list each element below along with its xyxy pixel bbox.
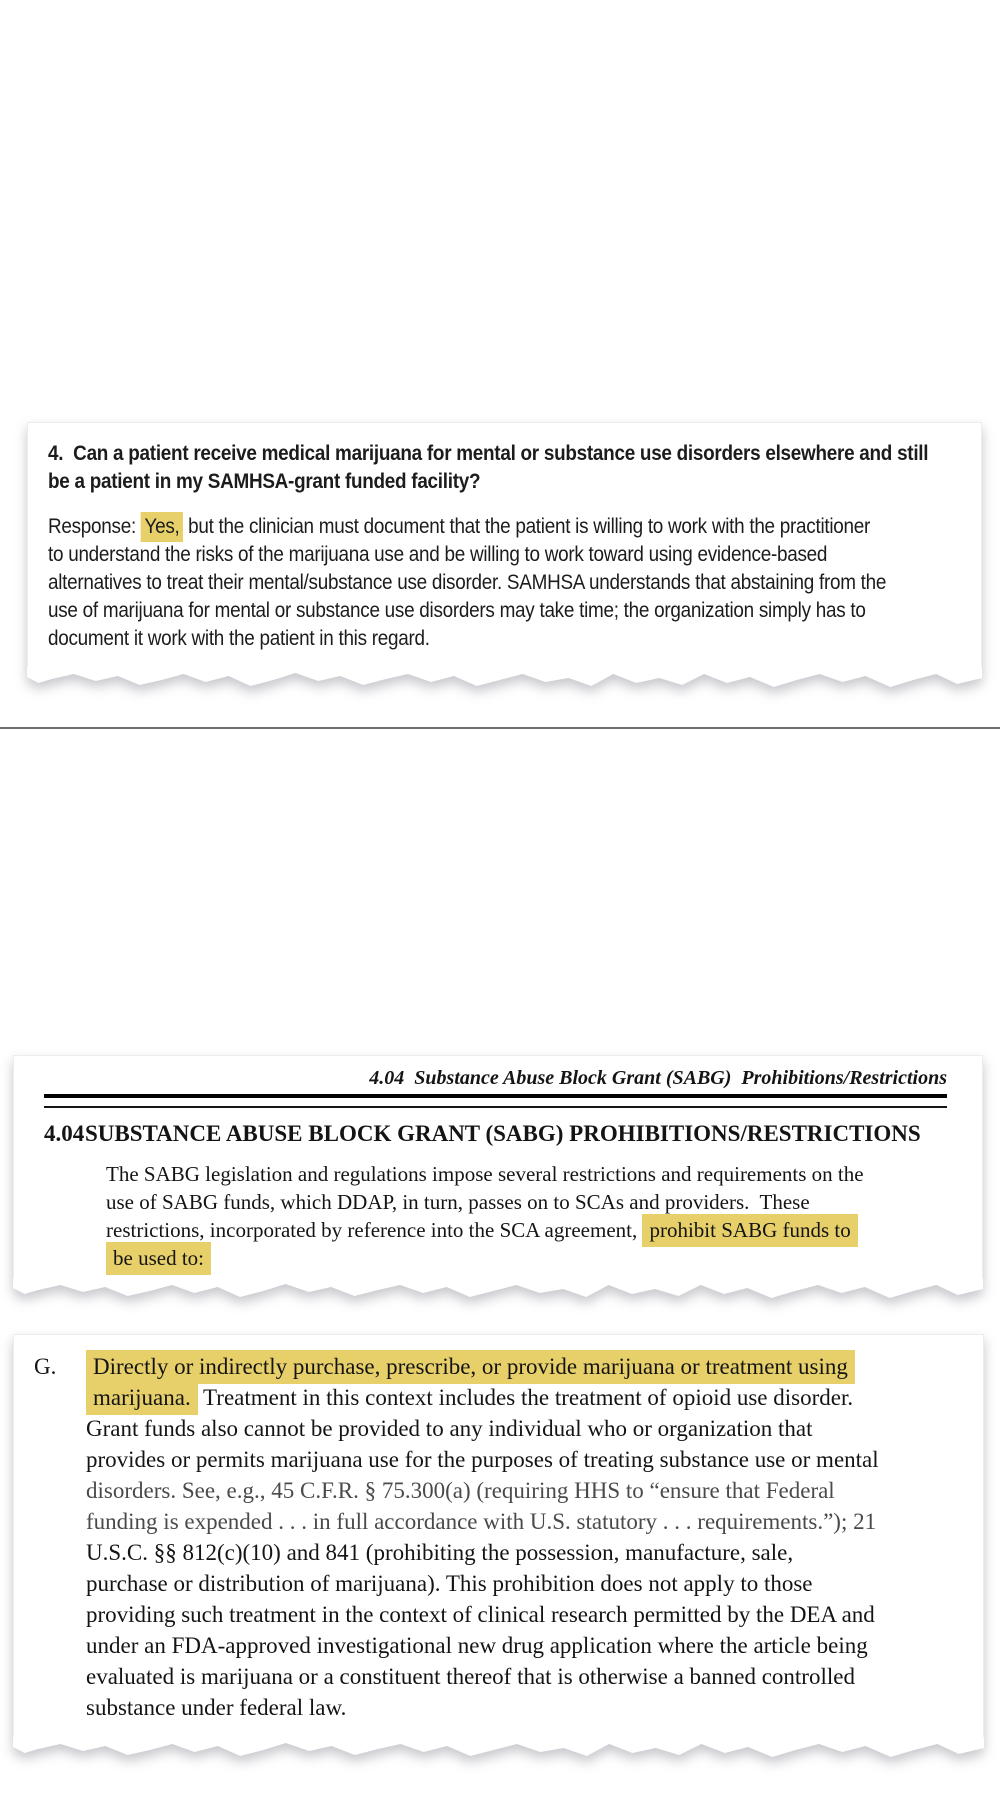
section-heading	[44, 1120, 947, 1147]
sabg-line: use of SABG funds, which DDAP, in turn, passes on to SCAs and providers. These	[106, 1190, 810, 1214]
response-line: to understand the risks of the marijuana use and be willing to work toward using evidence-based	[48, 543, 828, 566]
response-line: use of marijuana for mental or substance use disorders may take time; the organization simply has to	[48, 599, 866, 622]
sabg-line: The SABG legislation and regulations impose several restrictions and requirements on the	[106, 1162, 864, 1186]
highlight-yes: Yes,	[141, 512, 183, 542]
sabg-paragraph	[106, 1160, 947, 1272]
item-line: providing such treatment in the context of clinical research permitted by the DEA and	[86, 1602, 875, 1627]
response-prefix: Response:	[48, 515, 141, 538]
item-line: purchase or distribution of marijuana). This prohibition does not apply to those	[86, 1571, 813, 1596]
faq-clipping-card	[27, 422, 982, 693]
item-text-block	[86, 1351, 879, 1723]
section-number: 4.04	[44, 1121, 85, 1146]
item-text: Treatment in this context includes the treatment of opioid use disorder.	[197, 1385, 854, 1410]
response-line	[48, 513, 871, 541]
item-row	[34, 1351, 955, 1723]
torn-edge	[13, 1737, 984, 1763]
faq-question-line: 4. Can a patient receive medical marijuana for mental or substance use disorders elsewhere and still	[48, 442, 929, 465]
manual-card-body	[13, 1055, 983, 1278]
section-rule	[44, 1094, 947, 1108]
faq-question-line: be a patient in my SAMHSA-grant funded facility?	[48, 470, 481, 493]
item-line: provides or permits marijuana use for the purposes of treating substance use or mental	[86, 1447, 879, 1472]
item-line	[86, 1351, 879, 1382]
item-line	[86, 1382, 879, 1413]
sabg-text: restrictions, incorporated by reference into the SCA agreement,	[106, 1218, 643, 1242]
sabg-line	[106, 1216, 947, 1244]
item-line: substance under federal law.	[86, 1695, 347, 1720]
highlight-marijuana: marijuana.	[86, 1381, 198, 1415]
response-text: but the clinician must document that the patient is willing to work with the practitioner	[183, 515, 871, 538]
faq-card-body	[27, 422, 982, 667]
torn-edge	[13, 1278, 983, 1304]
running-header: 4.04 Substance Abuse Block Grant (SABG) Prohibitions/Restrictions	[369, 1067, 947, 1089]
highlight-prohibit: prohibit SABG funds to	[642, 1214, 857, 1247]
torn-edge	[27, 667, 982, 693]
response-line: document it work with the patient in this regard.	[48, 627, 430, 650]
faq-response-paragraph	[48, 513, 959, 653]
manual-clipping-card	[13, 1055, 983, 1304]
citation-line: funding is expended . . . in full accordance with U.S. statutory . . . requirements.”); 21	[86, 1509, 877, 1534]
item-line: U.S.C. §§ 812(c)(10) and 841 (prohibiting the possession, manufacture, sale,	[86, 1540, 794, 1565]
response-line: alternatives to treat their mental/substance use disorder. SAMHSA understands that abstaining from the	[48, 571, 887, 594]
sabg-line	[106, 1244, 947, 1272]
item-line: under an FDA-approved investigational new drug application where the article being	[86, 1633, 868, 1658]
item-line: evaluated is marijuana or a constituent thereof that is otherwise a banned controlled	[86, 1664, 855, 1689]
page-divider	[0, 727, 1000, 729]
item-card-body	[13, 1334, 984, 1737]
highlight-marijuana: Directly or indirectly purchase, prescribe, or provide marijuana or treatment using	[86, 1350, 855, 1384]
item-line: Grant funds also cannot be provided to any individual who or organization that	[86, 1416, 813, 1441]
item-clipping-card	[13, 1334, 984, 1763]
section-title: SUBSTANCE ABUSE BLOCK GRANT (SABG) PROHIBITIONS/RESTRICTIONS	[85, 1121, 921, 1146]
highlight-be-used-to: be used to:	[106, 1242, 211, 1275]
citation-line: disorders. See, e.g., 45 C.F.R. § 75.300(a) (requiring HHS to “ensure that Federal	[86, 1478, 835, 1503]
faq-question	[48, 440, 959, 496]
item-letter: G.	[34, 1354, 57, 1379]
